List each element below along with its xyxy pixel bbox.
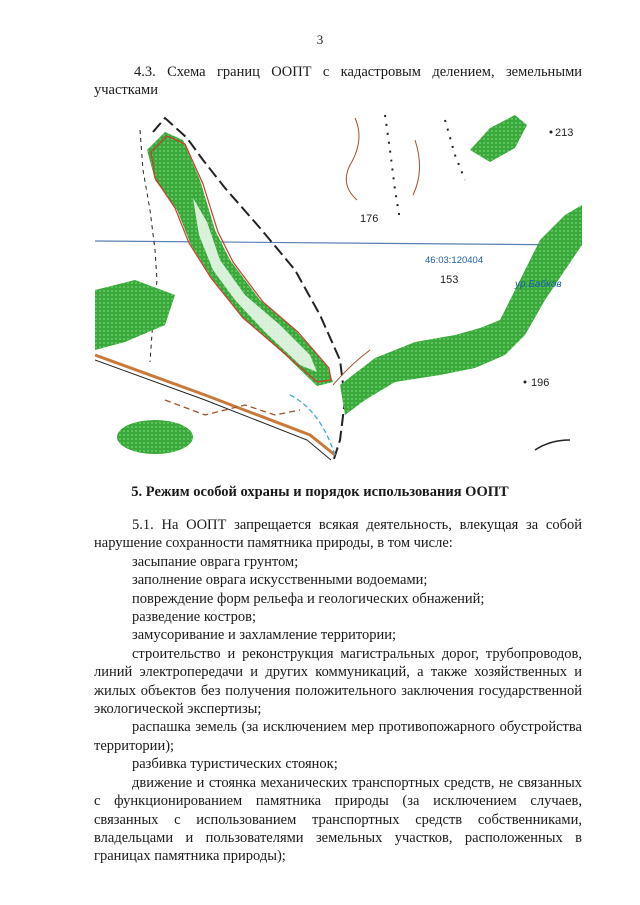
section-5-body bbox=[94, 516, 582, 866]
plot-point-213 bbox=[550, 131, 553, 134]
prohibition-item: строительство и реконструкция магистральных дорог, трубопроводов, линий электропередачи и других коммуникаций, а также хозяйственных и жилых объектов без получения положительного заключения государственной экологической экспертизы; bbox=[94, 645, 582, 718]
green-patch bbox=[117, 420, 193, 454]
prohibition-item: заполнение оврага искусственными водоемами; bbox=[132, 572, 428, 589]
cadastral-map bbox=[95, 110, 582, 462]
section-5-1-intro: 5.1. На ООПТ запрещается всякая деятельность, влекущая за собой нарушение сохранности памятника природы, в том числе: bbox=[94, 517, 582, 552]
cadastral-number-label: 46:03:120404 bbox=[425, 255, 484, 266]
plot-label-153: 153 bbox=[440, 274, 459, 286]
prohibition-item: движение и стоянка механических транспортных средств, не связанных с функционированием памятника природы (за исключением случаев, связанных с использованием транспортных средств собственниками, владельцами и пользователями земельных участков, расположенных в границах памятника природы); bbox=[94, 774, 582, 865]
section-5-title: 5. Режим особой охраны и порядок использования ООПТ bbox=[131, 484, 509, 500]
plot-label-213: 213 bbox=[555, 127, 574, 139]
prohibition-item: распашка земель (за исключением мер противопожарного обустройства территории); bbox=[94, 719, 582, 754]
prohibition-item: разведение костров; bbox=[132, 609, 257, 626]
prohibition-item: замусоривание и захламление территории; bbox=[132, 627, 397, 644]
place-name-label: ур.Бабков bbox=[515, 279, 562, 290]
section-4-3-heading: 4.3. Схема границ ООПТ с кадастровым делением, земельными участками bbox=[94, 64, 582, 98]
page-number: 3 bbox=[316, 32, 324, 47]
prohibition-item: повреждение форм рельефа и геологических обнажений; bbox=[132, 590, 485, 607]
plot-point-196 bbox=[524, 381, 527, 384]
prohibition-item: засыпание оврага грунтом; bbox=[132, 553, 299, 570]
plot-label-176: 176 bbox=[360, 213, 379, 225]
prohibition-item: разбивка туристических стоянок; bbox=[132, 756, 338, 773]
plot-label-196: 196 bbox=[531, 377, 550, 389]
